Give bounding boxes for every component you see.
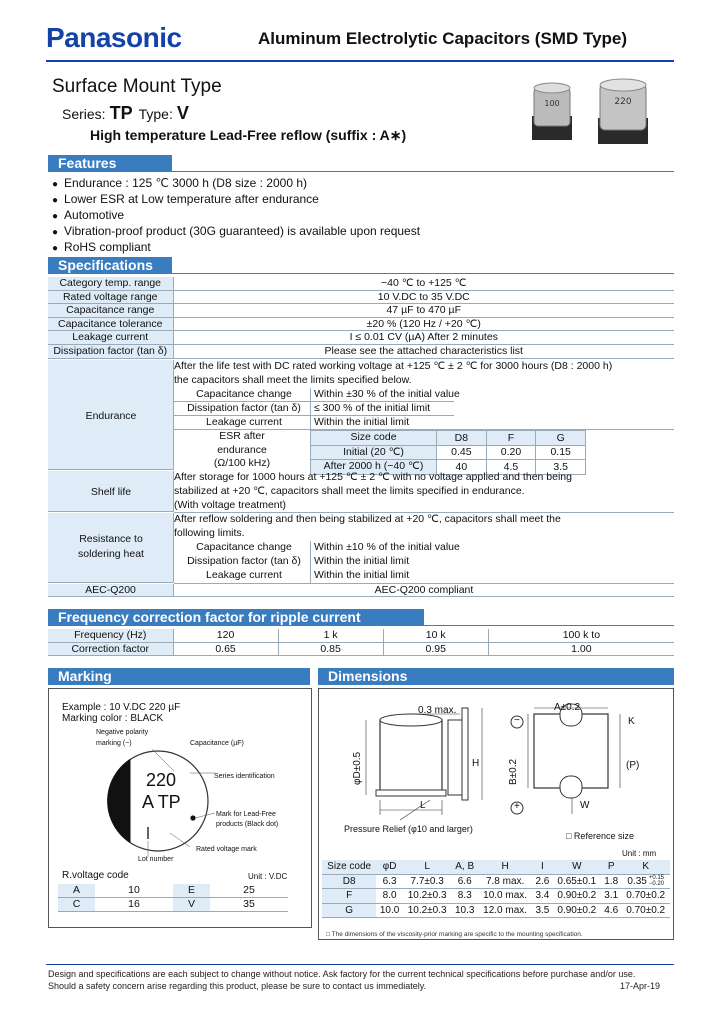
- features-list: [52, 176, 420, 256]
- solder-line: following limits.: [174, 527, 245, 539]
- minus-sign: −: [514, 715, 520, 726]
- table-cell: 3.4: [532, 889, 552, 904]
- table-cell: 10.2±0.3: [403, 903, 452, 918]
- footer-rule: [46, 964, 674, 965]
- table-cell: 6.6: [451, 874, 478, 889]
- table-cell: K: [621, 860, 670, 874]
- divider: [310, 388, 311, 429]
- table-cell: 7.8 max.: [478, 874, 532, 889]
- dim-w: W: [580, 800, 590, 811]
- table-cell: 0.15: [536, 445, 586, 460]
- solder-label-2: soldering heat: [78, 548, 144, 560]
- footer-line-2: Should a safety concern arise regarding this product, please be sure to contact us immediately.: [48, 981, 427, 991]
- table-cell: Initial (20 ℃): [311, 445, 437, 460]
- dim-b: B±0.2: [508, 758, 519, 785]
- spec-label: Capacitance range: [48, 304, 173, 318]
- list-item: ● Lower ESR at Low temperature after endurance: [52, 192, 420, 208]
- table-row: [311, 445, 586, 460]
- table-cell: 0.65±0.1: [553, 874, 602, 889]
- list-item: ● Endurance : 125 ℃ 3000 h (D8 size : 2000 h): [52, 176, 420, 192]
- table-cell: 3.5: [532, 903, 552, 918]
- rv-code-table: [58, 884, 288, 912]
- footer-date: 17-Apr-19: [620, 981, 661, 991]
- dimensions-unit: Unit : mm: [622, 849, 657, 858]
- dim-a: A±0.2: [554, 702, 581, 713]
- marking-color: Marking color : BLACK: [62, 713, 164, 724]
- dim-03max: 0.3 max.: [418, 705, 457, 716]
- table-cell: Size code: [322, 860, 376, 874]
- table-cell: 3.5: [536, 460, 586, 475]
- table-cell: 0.90±0.2: [553, 889, 602, 904]
- reference-size-note: □ Reference size: [566, 831, 634, 841]
- plus-sign: +: [514, 801, 520, 812]
- table-cell: 10 k: [383, 629, 488, 642]
- table-cell: 120: [173, 629, 278, 642]
- table-cell: [621, 874, 670, 889]
- endurance-text1: After the life test with DC rated working voltage at +125 ℃ ± 2 ℃ for 3000 hours (D8 : 2000 h): [174, 360, 613, 372]
- table-row: [48, 290, 674, 304]
- table-cell: G: [322, 903, 376, 918]
- table-row: [58, 898, 288, 912]
- table-cell: 0.90±0.2: [553, 903, 602, 918]
- dim-l: L: [420, 800, 426, 811]
- table-cell: F: [486, 431, 536, 446]
- list-item: ● Vibration-proof product (30G guaranteed) is available upon request: [52, 224, 420, 240]
- solder-item: [174, 541, 474, 555]
- footer-line-1: Design and specifications are each subject to change without notice. Ask factory for the current technical specifications before purchase and/or use.: [48, 969, 636, 979]
- list-item: ● Automotive: [52, 208, 420, 224]
- shelf-label: Shelf life: [90, 486, 132, 498]
- marking-series: A TP: [142, 792, 181, 812]
- dimensions-heading: Dimensions: [318, 668, 674, 685]
- dimensions-table: [322, 860, 670, 918]
- table-cell: 7.7±0.3: [403, 874, 452, 889]
- spec-value: Please see the attached characteristics list: [173, 344, 674, 358]
- spec-value: 47 µF to 470 µF: [173, 304, 674, 318]
- table-cell: 35: [210, 898, 288, 912]
- spec-label: Capacitance tolerance: [48, 317, 173, 331]
- table-cell: 1 k: [278, 629, 383, 642]
- series-label: Series:: [62, 106, 106, 122]
- table-cell: Frequency (Hz): [48, 629, 173, 642]
- item-name: Dissipation factor (tan δ): [187, 555, 301, 567]
- table-cell: 4.6: [601, 903, 621, 918]
- divider: [174, 401, 454, 402]
- item-name: Capacitance change: [196, 388, 292, 400]
- table-cell: D8: [322, 874, 376, 889]
- item-name: Leakage current: [206, 569, 282, 581]
- table-cell: G: [536, 431, 586, 446]
- table-cell: 0.20: [486, 445, 536, 460]
- subtitle: Surface Mount Type: [52, 76, 222, 97]
- solder-item: [174, 569, 474, 583]
- esr-label-1: ESR after: [219, 430, 265, 442]
- solder-item: [174, 555, 474, 569]
- divider: [310, 541, 311, 583]
- endurance-item: [174, 402, 474, 416]
- k-tolerance: [649, 875, 664, 887]
- esr-label-2: endurance: [217, 444, 267, 456]
- table-row: [48, 344, 674, 358]
- table-cell: 10.0 max.: [478, 889, 532, 904]
- endurance-label: Endurance: [85, 410, 137, 422]
- table-row: [48, 642, 674, 656]
- rv-code-title: R.voltage code: [62, 870, 129, 881]
- table-cell: 40: [437, 460, 487, 475]
- table-cell: 2.6: [532, 874, 552, 889]
- item-value: Within ±30 % of the initial value: [314, 388, 460, 400]
- table-cell: E: [173, 884, 210, 898]
- spec-value: ±20 % (120 Hz / +20 ℃): [173, 317, 674, 331]
- rv-unit: Unit : V.DC: [248, 872, 288, 881]
- item-value: Within ±10 % of the initial value: [314, 541, 460, 553]
- spec-label: Rated voltage range: [48, 290, 173, 304]
- table-row: [48, 304, 674, 318]
- esr-label-3: (Ω/100 kHz): [213, 457, 271, 469]
- dim-phid: φD±0.5: [352, 751, 363, 785]
- k-tol-down: −0.20: [648, 880, 665, 887]
- table-cell: 0.85: [278, 642, 383, 656]
- aec-label: AEC-Q200: [48, 584, 174, 597]
- table-row: [58, 884, 288, 898]
- neg-label-1: Negative polarity: [96, 729, 149, 736]
- item-value: Within the initial limit: [314, 416, 410, 428]
- product-photo: [520, 76, 660, 146]
- series-code: TP: [109, 103, 133, 123]
- lot-number-note: Lot number: [138, 856, 174, 863]
- table-cell: I: [532, 860, 552, 874]
- spec-value: I ≤ 0.01 CV (µA) After 2 minutes: [173, 331, 674, 345]
- spec-label: Category temp. range: [48, 277, 173, 290]
- solder-line: After reflow soldering and then being stabilized at +20 ℃, capacitors shall meet the: [174, 513, 561, 525]
- table-cell: 1.8: [601, 874, 621, 889]
- table-cell: 8.3: [451, 889, 478, 904]
- item-name: Dissipation factor (tan δ): [187, 402, 301, 414]
- dim-k: K: [628, 716, 635, 727]
- shelf-line: After storage for 1000 hours at +125 ℃ ± 2 ℃ with no voltage applied and then being: [174, 471, 572, 483]
- spec-value: 10 V.DC to 35 V.DC: [173, 290, 674, 304]
- specifications-rule: [172, 273, 674, 274]
- table-cell: 1.00: [488, 642, 674, 656]
- marking-heading: Marking: [48, 668, 310, 685]
- k-value: 0.35: [627, 875, 647, 887]
- table-cell: P: [601, 860, 621, 874]
- item-name: Capacitance change: [196, 541, 292, 553]
- neg-label-2: marking (−): [96, 740, 132, 747]
- dimension-drawing: [320, 690, 672, 840]
- table-cell: 10.3: [451, 903, 478, 918]
- esr-table: [310, 430, 586, 475]
- item-value: Within the initial limit: [314, 555, 410, 567]
- spec-label: Dissipation factor (tan δ): [48, 344, 173, 358]
- specifications-heading: Specifications: [48, 257, 172, 274]
- table-cell: W: [553, 860, 602, 874]
- table-row: [311, 431, 586, 446]
- leadfree-note-2: products (Black dot): [216, 821, 279, 828]
- header-rule: [46, 60, 674, 62]
- table-cell: 16: [95, 898, 173, 912]
- table-cell: 0.95: [383, 642, 488, 656]
- capacitance-note: Capacitance (µF): [190, 740, 244, 747]
- shelf-line: stabilized at +20 ℃, capacitors shall meet the limits specified in endurance.: [174, 485, 525, 497]
- table-cell: 4.5: [486, 460, 536, 475]
- endurance-item: [174, 388, 474, 402]
- table-cell: 0.70±0.2: [621, 889, 670, 904]
- table-row: [48, 317, 674, 331]
- table-row: [48, 277, 674, 290]
- table-cell: φD: [376, 860, 403, 874]
- series-line: [62, 103, 195, 124]
- table-row: [48, 331, 674, 345]
- item-value: ≤ 300 % of the initial limit: [314, 402, 431, 414]
- table-cell: 100 k to: [488, 629, 674, 642]
- endurance-item: [174, 416, 474, 430]
- features-rule: [172, 171, 674, 172]
- spec-label: Leakage current: [48, 331, 173, 345]
- table-cell: L: [403, 860, 452, 874]
- spec-value: −40 ℃ to +125 ℃: [173, 277, 674, 290]
- marking-capacitance: 220: [146, 770, 177, 790]
- photo-large-mark: 220: [614, 97, 632, 107]
- table-row: [322, 903, 670, 918]
- table-cell: V: [173, 898, 210, 912]
- leadfree-note-1: Mark for Lead-Free: [216, 811, 276, 818]
- features-heading: Features: [48, 155, 172, 172]
- reflow-note: High temperature Lead-Free reflow (suffix : A∗): [90, 127, 407, 143]
- table-cell: 0.70±0.2: [621, 903, 670, 918]
- table-row: [322, 889, 670, 904]
- divider: [174, 415, 454, 416]
- shelf-line: (With voltage treatment): [174, 499, 287, 511]
- table-cell: F: [322, 889, 376, 904]
- table-cell: H: [478, 860, 532, 874]
- series-note: Series identification: [214, 773, 275, 780]
- frequency-table: [48, 629, 674, 656]
- spec-table: [48, 277, 674, 359]
- item-value: Within the initial limit: [314, 569, 410, 581]
- pressure-relief-note: Pressure Relief (φ10 and larger): [344, 824, 473, 834]
- table-cell: 25: [210, 884, 288, 898]
- item-name: Leakage current: [206, 416, 282, 428]
- solder-label-1: Resistance to: [79, 533, 143, 545]
- dim-p: (P): [626, 760, 640, 771]
- table-cell: 6.3: [376, 874, 403, 889]
- photo-small-mark: 100: [544, 99, 560, 108]
- table-cell: Size code: [311, 431, 437, 446]
- table-row: [48, 629, 674, 642]
- table-cell: 0.65: [173, 642, 278, 656]
- endurance-text2: the capacitors shall meet the limits specified below.: [174, 374, 412, 386]
- table-cell: 3.1: [601, 889, 621, 904]
- table-cell: A: [58, 884, 95, 898]
- type-label: Type:: [138, 106, 173, 122]
- table-cell: Correction factor: [48, 642, 173, 656]
- table-cell: C: [58, 898, 95, 912]
- table-cell: 8.0: [376, 889, 403, 904]
- brand-logo: Panasonic: [46, 22, 182, 53]
- table-row: [322, 860, 670, 874]
- dim-h: H: [472, 758, 480, 769]
- aec-value: AEC-Q200 compliant: [174, 584, 674, 597]
- table-cell: D8: [437, 431, 487, 446]
- table-row: [322, 874, 670, 889]
- table-cell: 10: [95, 884, 173, 898]
- type-code: V: [176, 103, 189, 123]
- table-cell: A, B: [451, 860, 478, 874]
- frequency-heading: Frequency correction factor for ripple current: [48, 609, 424, 626]
- k-tol-up: +0.15: [648, 874, 665, 881]
- table-cell: 10.2±0.3: [403, 889, 452, 904]
- rated-voltage-note: Rated voltage mark: [196, 846, 257, 853]
- document-title: Aluminum Electrolytic Capacitors (SMD Type): [258, 29, 628, 48]
- dimensions-footnote: □ The dimensions of the viscosity-prior marking are specific to the mounting specification.: [326, 931, 583, 938]
- marking-example: Example : 10 V.DC 220 µF: [62, 702, 181, 713]
- table-cell: 0.45: [437, 445, 487, 460]
- list-item: ● RoHS compliant: [52, 240, 420, 256]
- frequency-rule: [424, 625, 674, 626]
- table-cell: After 2000 h (−40 ℃): [311, 460, 437, 475]
- table-cell: 10.0: [376, 903, 403, 918]
- table-cell: 12.0 max.: [478, 903, 532, 918]
